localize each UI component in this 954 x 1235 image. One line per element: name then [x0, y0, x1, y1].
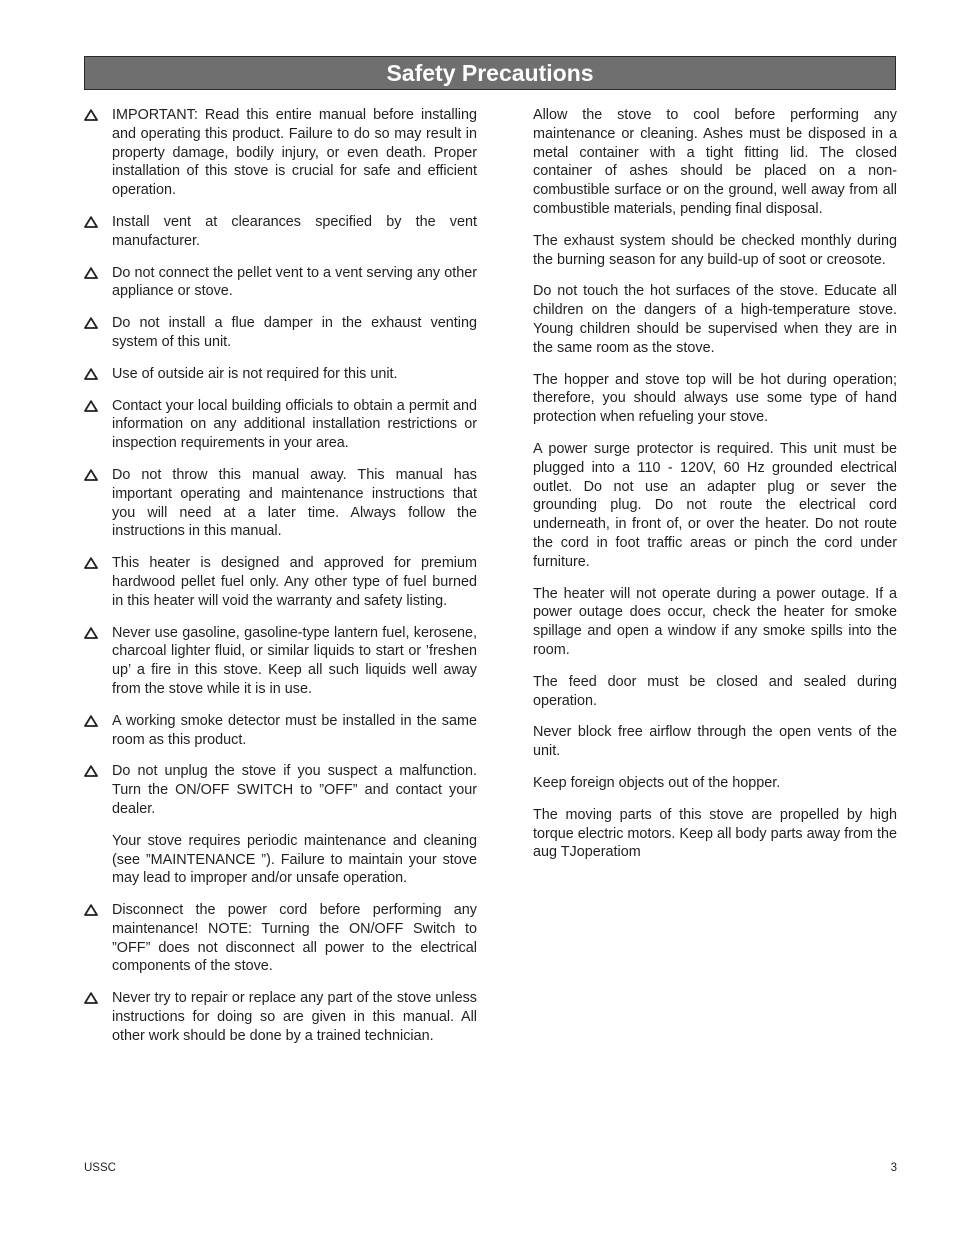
safety-paragraph: Keep foreign objects out of the hopper. [533, 774, 781, 791]
safety-paragraph: The heater will not operate during a power outage. If a power outage does occur, check the heater for smoke spillage and open a window if any smoke spills into the room. [533, 585, 897, 658]
safety-paragraph: The hopper and stove top will be hot during operation; therefore, you should always use some type of hand protection when refueling your stove. [533, 371, 897, 426]
safety-item-text: Do not install a flue damper in the exhaust venting system of this unit. [112, 315, 477, 350]
warning-triangle-icon [84, 368, 98, 380]
safety-item [84, 213, 477, 251]
warning-triangle-icon [84, 627, 98, 639]
safety-item-text: IMPORTANT: Read this entire manual before installing and operating this product. Failure to do so may result in property damage, bodily injury, or even death. Proper installation of this stove is crucial for safe and efficient operation. [112, 107, 477, 199]
safety-item [84, 832, 477, 888]
left-column [84, 106, 477, 1059]
safety-paragraph: The feed door must be closed and sealed during operation. [533, 673, 897, 709]
safety-item-text: Install vent at clearances specified by the vent manufacturer. [112, 213, 477, 249]
safety-item-text: Contact your local building officials to obtain a permit and information on any additional installation restrictions or inspection requirements in your area. [112, 397, 477, 452]
safety-item [84, 106, 477, 200]
safety-item [84, 762, 477, 818]
warning-triangle-icon [84, 469, 98, 481]
title-bar [84, 56, 896, 90]
safety-paragraph: Do not touch the hot surfaces of the stove. Educate all children on the dangers of a high-temperature stove. Young children should be supervised when they are in the same room as the stove. [533, 283, 897, 356]
safety-item [84, 397, 477, 453]
warning-triangle-icon [84, 765, 98, 777]
footer-page-number: 3 [890, 1162, 897, 1174]
safety-item-text: Never try to repair or replace any part of the stove unless instructions for doing so are given in this manual. All other work should be done by a trained technician. [112, 990, 477, 1044]
safety-item [84, 314, 477, 352]
safety-item-text: Use of outside air is not required for this unit. [112, 365, 398, 382]
footer-company: USSC [84, 1162, 116, 1174]
safety-item [84, 365, 477, 384]
warning-triangle-icon [84, 109, 98, 121]
safety-item [84, 624, 477, 699]
safety-item [84, 989, 477, 1045]
warning-triangle-icon [84, 400, 98, 412]
warning-triangle-icon [84, 904, 98, 916]
safety-paragraph: A power surge protector is required. This unit must be plugged into a 110 - 120V, 60 Hz grounded electrical outlet. Do not use an adapter plug or sever the grounding plug. Do not route the electrical cord underneath, in front of, or over the heater. Do not route the cord in foot traffic areas or pinch the cord under furniture. [533, 440, 897, 570]
safety-item-text: Disconnect the power cord before performing any maintenance! NOTE: Turning the ON/OFF Switch to ”OFF” does not disconnect all power to the electrical components of the stove. [112, 902, 477, 975]
safety-paragraph: The moving parts of this stove are propelled by high torque electric motors. Keep all body parts away from the aug TJoperatiom [533, 806, 897, 861]
safety-item-text: Do not connect the pellet vent to a vent serving any other appliance or stove. [112, 264, 477, 300]
safety-item-text: Your stove requires periodic maintenance and cleaning (see ”MAINTENANCE ”). Failure to maintain your stove may lead to improper and/or unsafe operation. [112, 832, 477, 887]
warning-triangle-icon [84, 715, 98, 727]
safety-paragraph: The exhaust system should be checked monthly during the burning season for any build-up of soot or creosote. [533, 232, 897, 268]
safety-item-text: Do not unplug the stove if you suspect a malfunction. Turn the ON/OFF SWITCH to ”OFF” and contact your dealer. [112, 763, 477, 817]
safety-item-text: Never use gasoline, gasoline-type lantern fuel, kerosene, charcoal lighter fluid, or similar liquids to start or ’freshen up’ a fire in this stove. Keep all such liquids well away from the stove while it is in use. [112, 624, 477, 697]
safety-paragraph: Allow the stove to cool before performing any maintenance or cleaning. Ashes must be disposed in a metal container with a tight fitting lid. The closed container of ashes should be placed on a non-combustible surface or on the ground, well away from all combustible materials, pending final disposal. [533, 107, 897, 217]
safety-item [84, 264, 477, 302]
right-column [533, 106, 897, 875]
warning-triangle-icon [84, 992, 98, 1004]
safety-paragraph: Never block free airflow through the open vents of the unit. [533, 724, 897, 760]
warning-triangle-icon [84, 317, 98, 329]
safety-item-text: A working smoke detector must be installed in the same room as this product. [112, 712, 477, 748]
safety-item [84, 901, 477, 976]
safety-item [84, 466, 477, 541]
safety-item [84, 554, 477, 610]
warning-triangle-icon [84, 267, 98, 279]
warning-triangle-icon [84, 557, 98, 569]
warning-triangle-icon [84, 216, 98, 228]
safety-item-text: Do not throw this manual away. This manual has important operating and maintenance instructions that you will need at a later time. Always follow the instructions in this manual. [112, 466, 477, 540]
page-title: Safety Precautions [386, 59, 594, 86]
safety-item-text: This heater is designed and approved for premium hardwood pellet fuel only. Any other type of fuel burned in this heater will void the warranty and safety listing. [112, 555, 477, 609]
safety-item [84, 712, 477, 750]
